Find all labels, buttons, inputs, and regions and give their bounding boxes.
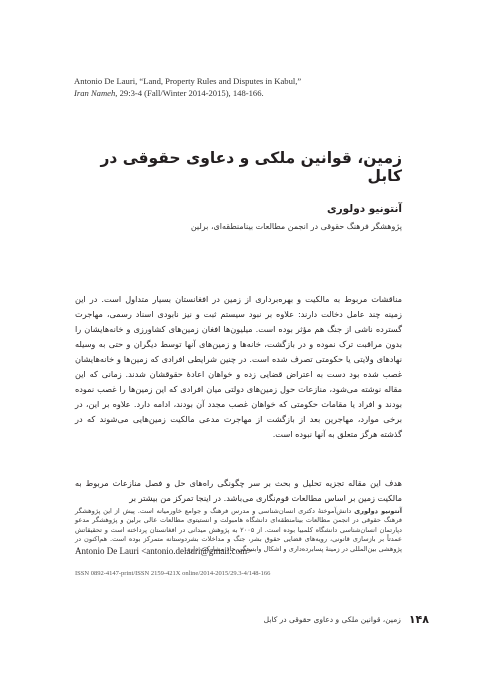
body-paragraph-2: هدف این مقاله تجزیه تحلیل و بحث بر سر چگونگی راه‌های حل و فصل منازعات مربوط به مالکیت زمین بر اساس مطالعات قوم‌نگاری می‌باشد. در اینجا تمرکز من بیشتر بر [75,478,402,503]
author-name: آنتونیو دولوری [327,203,402,215]
citation-line-1: Antonio De Lauri, “Land, Property Rules and Disputes in Kabul,” [74,76,302,86]
journal-name: Iran Nameh [74,87,116,98]
bio-name: آنتونیو دولوری [354,507,402,515]
author-email: Antonio De Lauri <antonio.delauri@gmail.com> [75,546,253,556]
citation [74,76,394,99]
page-footer [264,613,429,626]
author-affiliation: پژوهشگر فرهنگ حقوقی در انجمن مطالعات بینامنطقه‌ای، برلین [190,222,402,231]
article-title: زمین، قوانین ملکی و دعاوی حقوقی در کابل [100,149,402,185]
bio-text: دانش‌آموختهٔ دکتری انسان‌شناسی و مدرس فرهنگ و جوامع خاورمیانه است. پیش از این پژوهشگر فرهنگ حقوقی در انجمن مطالعات بینامنطقه‌ای دانشگاه هامبولت و انستیتوی مطالعات عالی برلین و پژوهشگر مدعو دپارتمان انسان‌شناسی دانشگاه کلمبیا بوده است. از ۲۰۰۵ به پژوهش میدانی در افغانستان پرداخته است و تحقیقاتش عمدتاً بر بازسازی قانونی، رویه‌های قضایی حقوق بشر، جنگ و مداخلات بشردوستانه متمرکز بوده است. هم‌اکنون در پژوهشی بین‌المللی در زمینهٔ پسابرده‌داری و اشکال وابستگی حاد مشارکت دارد. [75,507,402,553]
issn-line: ISSN 0892-4147-print/ISSN 2159-421X online/2014-2015/29.3-4/148-166 [75,570,271,577]
citation-line-2 [74,88,394,100]
body-paragraph-1: مناقشات مربوط به مالکیت و بهره‌برداری از زمین در افغانستان بسیار متداول است. در این زمینه چند عامل دخالت دارند: علاوه بر نبود سیستم ثبت و نیز نابودی اسناد رسمی، مهاجرت گسترده ناشی از جنگ هم مؤثر بوده است. میلیون‌ها افغان زمین‌های کشاورزی و خانه‌هایشان را بدون مراقبت ترک نموده و در بازگشت، خانه‌ها و زمین‌های آنها توسط دیگران و حتی به وسیله نهادهای ولایتی یا حکومتی تصرف شده است. در چنین شرایطی افرادی که زمین‌ها و خانه‌هایشان غصب شده بود دست به اعتراض قضایی زده و خواهان اعادهٔ حقوقشان شدند. زمانی که این مقاله نوشته می‌شود، منازعات حول زمین‌های دولتی میان افرادی که این زمین‌ها را غصب نموده بودند و افراد یا مقامات حکومتی که خواهان غصب مجدد آن بودند، ادامه دارد. علاوه بر این، در برخی موارد، مهاجرین بعد از بازگشت از مهاجرت مدعی مالکیت زمین‌هایی می‌شوند که در گذشته هرگز متعلق به آنها نبوده است. [75,294,402,439]
citation-volume: , 29:3-4 (Fall/Winter 2014-2015), 148-166. [115,87,264,98]
running-title: زمین، قوانین ملکی و دعاوی حقوقی در کابل [263,615,401,624]
page-number: ۱۴۸ [408,613,429,626]
